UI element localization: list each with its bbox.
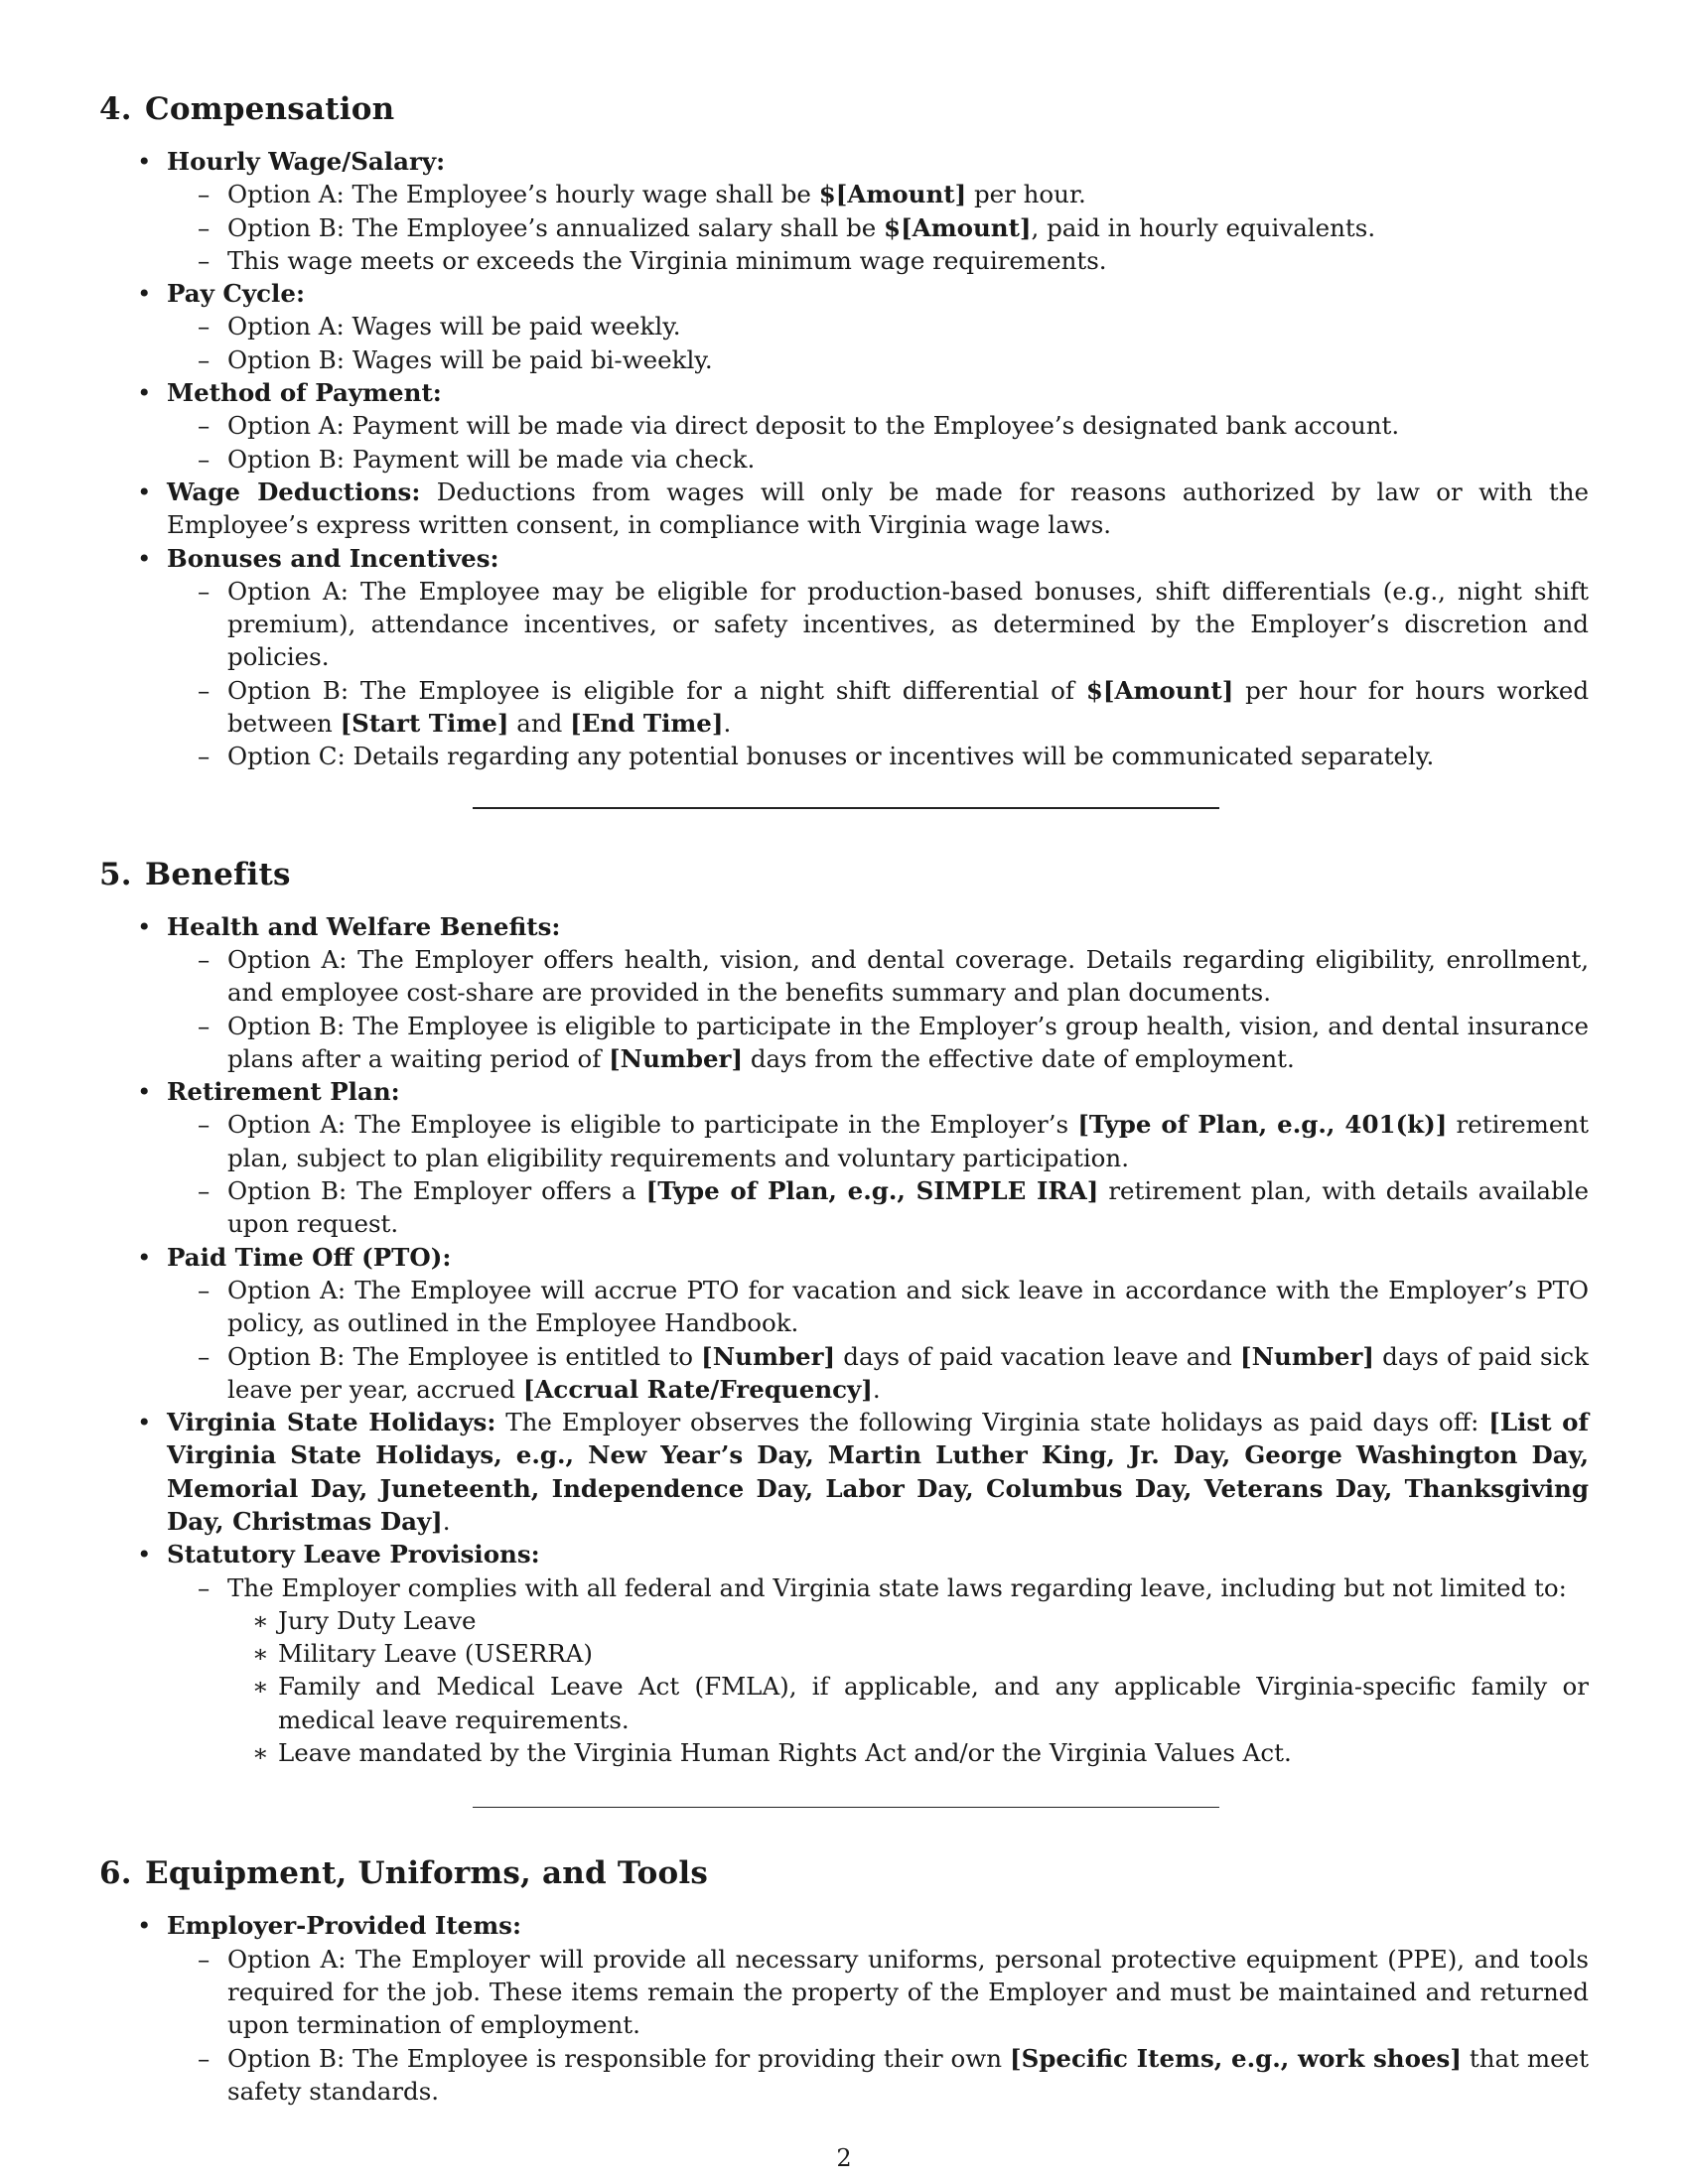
leave-type-item: ∗ Leave mandated by the Virginia Human Rights Act and/or the Virginia Values Act.: [278, 1736, 1589, 1769]
sub-item: – This wage meets or exceeds the Virginia minimum wage requirements.: [227, 244, 1589, 277]
item-label: Retirement Plan:: [167, 1077, 400, 1107]
list-item-method-of-payment: [167, 376, 1589, 476]
section-title: Benefits: [145, 856, 291, 892]
section-title: Equipment, Uniforms, and Tools: [145, 1855, 708, 1892]
placeholder-field: [End Time]: [570, 709, 724, 739]
item-label: Wage Deductions:: [167, 477, 421, 506]
list-item-pto: [167, 1241, 1589, 1406]
item-label: Method of Payment:: [167, 378, 442, 408]
sub-item: – Option B: Wages will be paid bi-weekly.: [227, 343, 1589, 376]
section-divider: [473, 1807, 1219, 1808]
list-item-holidays: • Virginia State Holidays: The Employer observes the following Virginia state holidays as paid days off: [List of Virginia State Holidays, e.g., New Year’s Day, Martin Luther King, Jr. Day, George Washington Day, Memorial Day, Juneteenth, Independence Day, Labor Day, Columbus Day, Veterans Day, Thanksgiving Day, Christmas Day].: [167, 1406, 1589, 1538]
sub-item: – Option A: The Employer will provide all necessary uniforms, personal protective equipment (PPE), and tools required for the job. These items remain the property of the Employer and must be maintained and returned upon termination of employment.: [227, 1943, 1589, 2042]
section-title: Compensation: [145, 91, 395, 127]
equipment-list: [99, 1909, 1589, 2108]
section-number: 4.: [99, 91, 132, 127]
sub-item: – Option C: Details regarding any potential bonuses or incentives will be communicated separately.: [227, 740, 1589, 772]
item-label: Health and Welfare Benefits:: [167, 911, 561, 941]
item-label: Paid Time Off (PTO):: [167, 1242, 452, 1272]
list-item-wage-deductions: • Wage Deductions: Deductions from wages will only be made for reasons authorized by law or with the Employee’s express written consent, in compliance with Virginia wage laws.: [167, 476, 1589, 542]
placeholder-field: $[Amount]: [884, 212, 1032, 242]
sub-item: – Option B: Payment will be made via check.: [227, 443, 1589, 476]
sub-item: – The Employer complies with all federal and Virginia state laws regarding leave, including but not limited to: ∗ Jury Duty Leave ∗ Military Leave (USERRA) ∗ Family and Medical Leave Act (FMLA), if applicable, and any applicable Virginia-specific family or medical leave requirements. ∗ Leave mandated by the Virginia Human Rights Act and/or the Virginia Values Act.: [227, 1571, 1589, 1770]
list-item-employer-items: [167, 1909, 1589, 2108]
placeholder-field: [List of Virginia State Holidays, e.g., New Year’s Day, Martin Luther King, Jr. Day, George Washington Day, Memorial Day, Juneteenth, Independence Day, Labor Day, Columbus Day, Veterans Day, Thanksgiving Day, Christmas Day]: [167, 1408, 1589, 1536]
page-number: 2: [836, 2144, 852, 2172]
placeholder-field: [Number]: [701, 1341, 836, 1371]
sub-item: – Option A: Payment will be made via direct deposit to the Employee’s designated bank account.: [227, 409, 1589, 442]
sub-list: [167, 1571, 1589, 1770]
section-divider: [473, 807, 1219, 809]
sub-list: [167, 575, 1589, 773]
sub-list: [167, 943, 1589, 1075]
placeholder-field: [Specific Items, e.g., work shoes]: [1010, 2043, 1462, 2073]
sub-item: – Option A: The Employee will accrue PTO for vacation and sick leave in accordance with the Employer’s PTO policy, as outlined in the Employee Handbook.: [227, 1274, 1589, 1340]
sub-item: – Option B: The Employer offers a [Type of Plan, e.g., SIMPLE IRA] retirement plan, with details available upon request.: [227, 1174, 1589, 1241]
list-item-retirement: [167, 1075, 1589, 1240]
list-item-pay-cycle: [167, 277, 1589, 376]
placeholder-field: [Accrual Rate/Frequency]: [522, 1374, 873, 1404]
sub-list: [167, 178, 1589, 277]
item-label: Pay Cycle:: [167, 279, 305, 309]
leave-type-item: ∗ Jury Duty Leave: [278, 1604, 1589, 1637]
sub-list: [167, 310, 1589, 376]
section-heading-equipment: [99, 1855, 1589, 1891]
sub-item: – Option A: The Employee may be eligible for production-based bonuses, shift differentials (e.g., night shift premium), attendance incentives, or safety incentives, as determined by the Employer’s discretion and policies.: [227, 575, 1589, 674]
leave-type-item: ∗ Military Leave (USERRA): [278, 1637, 1589, 1670]
placeholder-field: $[Amount]: [818, 180, 967, 209]
sub-list: [167, 1943, 1589, 2108]
sub-item: – Option A: The Employer offers health, vision, and dental coverage. Details regarding eligibility, enrollment, and employee cost-share are provided in the benefits summary and plan documents.: [227, 943, 1589, 1010]
item-label: Statutory Leave Provisions:: [167, 1540, 540, 1570]
placeholder-field: [Type of Plan, e.g., SIMPLE IRA]: [645, 1176, 1099, 1206]
placeholder-field: [Type of Plan, e.g., 401(k)]: [1077, 1110, 1448, 1140]
compensation-list: [99, 145, 1589, 773]
section-number: 5.: [99, 856, 132, 892]
sub-item: – Option A: The Employee’s hourly wage shall be $[Amount] per hour.: [227, 178, 1589, 210]
sub-list: [167, 1108, 1589, 1240]
page-content: [99, 91, 1589, 2108]
item-label: Hourly Wage/Salary:: [167, 147, 446, 176]
item-label: Employer-Provided Items:: [167, 1911, 521, 1941]
sub-item: – Option B: The Employee is eligible to participate in the Employer’s group health, vision, and dental insurance plans after a waiting period of [Number] days from the effective date of employment.: [227, 1010, 1589, 1076]
placeholder-field: [Number]: [609, 1043, 744, 1073]
list-item-hourly-wage: [167, 145, 1589, 277]
list-item-bonuses: [167, 542, 1589, 773]
sub-item: – Option A: The Employee is eligible to participate in the Employer’s [Type of Plan, e.g., 401(k)] retirement plan, subject to plan eligibility requirements and voluntary participation.: [227, 1108, 1589, 1174]
item-label: Virginia State Holidays:: [167, 1408, 496, 1437]
section-heading-benefits: [99, 857, 1589, 892]
sub-item: – Option B: The Employee is entitled to [Number] days of paid vacation leave and [Number] days of paid sick leave per year, accrued [Accrual Rate/Frequency].: [227, 1340, 1589, 1407]
leave-types-list: [227, 1604, 1589, 1769]
sub-item: – Option A: Wages will be paid weekly.: [227, 310, 1589, 342]
section-number: 6.: [99, 1855, 132, 1892]
sub-list: [167, 409, 1589, 476]
placeholder-field: [Start Time]: [340, 709, 509, 739]
sub-item: – Option B: The Employee is responsible for providing their own [Specific Items, e.g., work shoes] that meet safety standards.: [227, 2042, 1589, 2109]
section-heading-compensation: [99, 91, 1589, 127]
sub-list: [167, 1274, 1589, 1406]
placeholder-field: [Number]: [1240, 1341, 1374, 1371]
leave-type-item: ∗ Family and Medical Leave Act (FMLA), if applicable, and any applicable Virginia-specific family or medical leave requirements.: [278, 1670, 1589, 1736]
placeholder-field: $[Amount]: [1085, 675, 1234, 705]
benefits-list: [99, 910, 1589, 1770]
sub-item: – Option B: The Employee’s annualized salary shall be $[Amount], paid in hourly equivalents.: [227, 211, 1589, 244]
sub-item: – Option B: The Employee is eligible for a night shift differential of $[Amount] per hour for hours worked between [Start Time] and [End Time].: [227, 674, 1589, 741]
list-item-health: [167, 910, 1589, 1075]
list-item-statutory-leave: [167, 1538, 1589, 1769]
item-label: Bonuses and Incentives:: [167, 543, 499, 573]
